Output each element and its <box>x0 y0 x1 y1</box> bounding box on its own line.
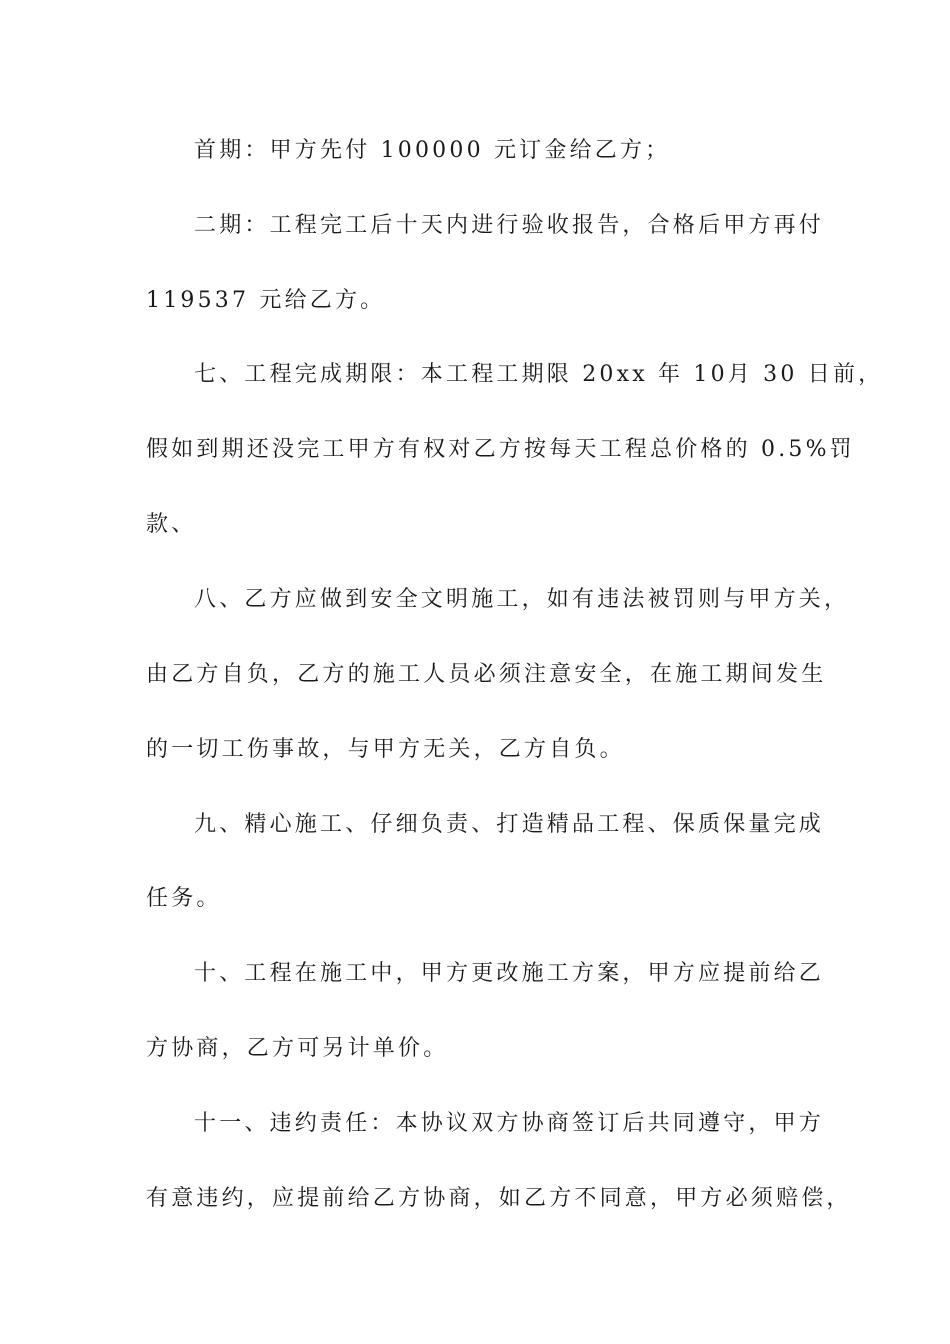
clause-7-end: 款、 <box>146 512 197 537</box>
clause-11-breach: 有意违约，应提前给乙方协商，如乙方不同意，甲方必须赔偿， <box>146 1186 852 1211</box>
clause-11-liability: 十一、违约责任：本协议双方协商签订后共同遵守，甲方 <box>194 1111 825 1136</box>
clause-8-end: 的一切工伤事故，与甲方无关，乙方自负。 <box>146 737 625 762</box>
clause-9-quality: 九、精心施工、仔细负责、打造精品工程、保质保量完成 <box>194 812 825 837</box>
clause-8-safety: 八、乙方应做到安全文明施工，如有违法被罚则与甲方关， <box>194 587 850 612</box>
clause-7-deadline: 七、工程完成期限：本工程工期限 20xx 年 10月 30 日前， <box>194 362 884 387</box>
clause-9-end: 任务。 <box>146 886 222 911</box>
clause-10-end: 方协商，乙方可另计单价。 <box>146 1036 449 1061</box>
payment-first-phase: 首期：甲方先付 100000 元订金给乙方； <box>194 138 671 163</box>
payment-second-phase: 二期：工程完工后十天内进行验收报告，合格后甲方再付 <box>194 213 825 238</box>
payment-second-phase-cont: 119537 元给乙方。 <box>146 288 386 313</box>
clause-10-changes: 十、工程在施工中，甲方更改施工方案，甲方应提前给乙 <box>194 961 825 986</box>
clause-8-responsibility: 由乙方自负，乙方的施工人员必须注意安全，在施工期间发生 <box>146 662 827 687</box>
clause-7-penalty: 假如到期还没完工甲方有权对乙方按每天工程总价格的 0.5%罚 <box>146 437 855 462</box>
